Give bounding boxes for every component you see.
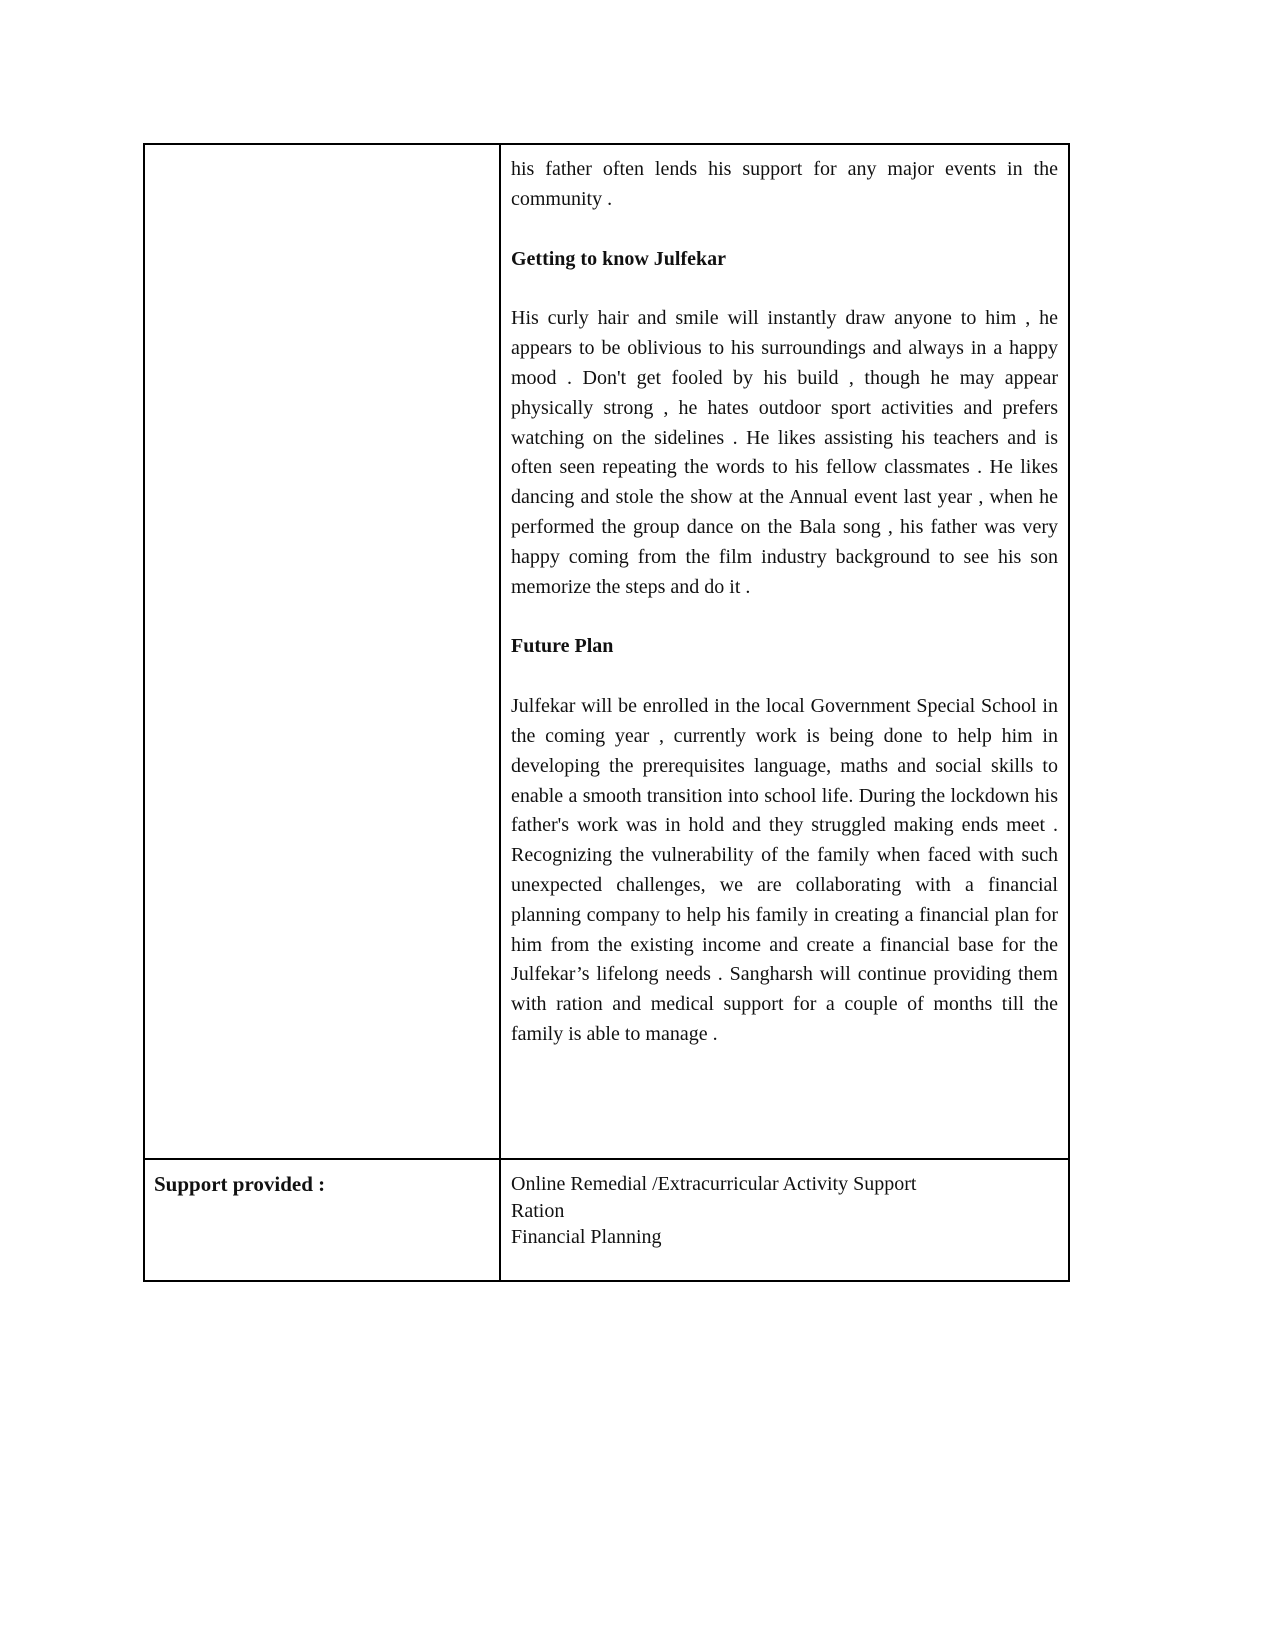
empty-label-cell xyxy=(144,144,500,1159)
narrative-row xyxy=(144,144,1069,1159)
support-item: Online Remedial /Extracurricular Activity Support xyxy=(511,1173,917,1195)
support-item: Ration xyxy=(511,1199,565,1222)
intro-continuation: his father often lends his support for any major events in the community . xyxy=(511,158,1058,210)
section-body-future-plan: Julfekar will be enrolled in the local Government Special School in the coming year , currently work is being done to help him in developing the prerequisites language, maths and social skills to enable a smooth transition into school life. During the lockdown his father's work was in hold and they struggled making ends meet . Recognizing the vulnerability of the family when faced with such unexpected challenges, we are collaborating with a financial planning company to help his family in creating a financial plan for him from the existing income and create a financial base for the Julfekar’s lifelong needs . Sangharsh will continue providing them with ration and medical support for a couple of months till the family is able to manage . xyxy=(511,695,1058,1045)
narrative-cell xyxy=(500,144,1069,1159)
section-body-getting-to-know: His curly hair and smile will instantly draw anyone to him , he appears to be oblivious to his surroundings and always in a happy mood . Don't get fooled by his build , though he may appear physically strong , he hates outdoor sport activities and prefers watching on the sidelines . He likes assisting his teachers and is often seen repeating the words to his fellow classmates . He likes dancing and stole the show at the Annual event last year , when he performed the group dance on the Bala song , his father was very happy coming from the film industry background to see his son memorize the steps and do it . xyxy=(511,307,1058,598)
section-heading-future-plan: Future Plan xyxy=(511,635,614,658)
support-row xyxy=(144,1159,1069,1281)
profile-table xyxy=(143,143,1070,1282)
section-heading-getting-to-know: Getting to know Julfekar xyxy=(511,247,726,270)
support-item: Financial Planning xyxy=(511,1226,662,1248)
support-label: Support provided : xyxy=(144,1159,500,1281)
support-list xyxy=(500,1159,1069,1281)
